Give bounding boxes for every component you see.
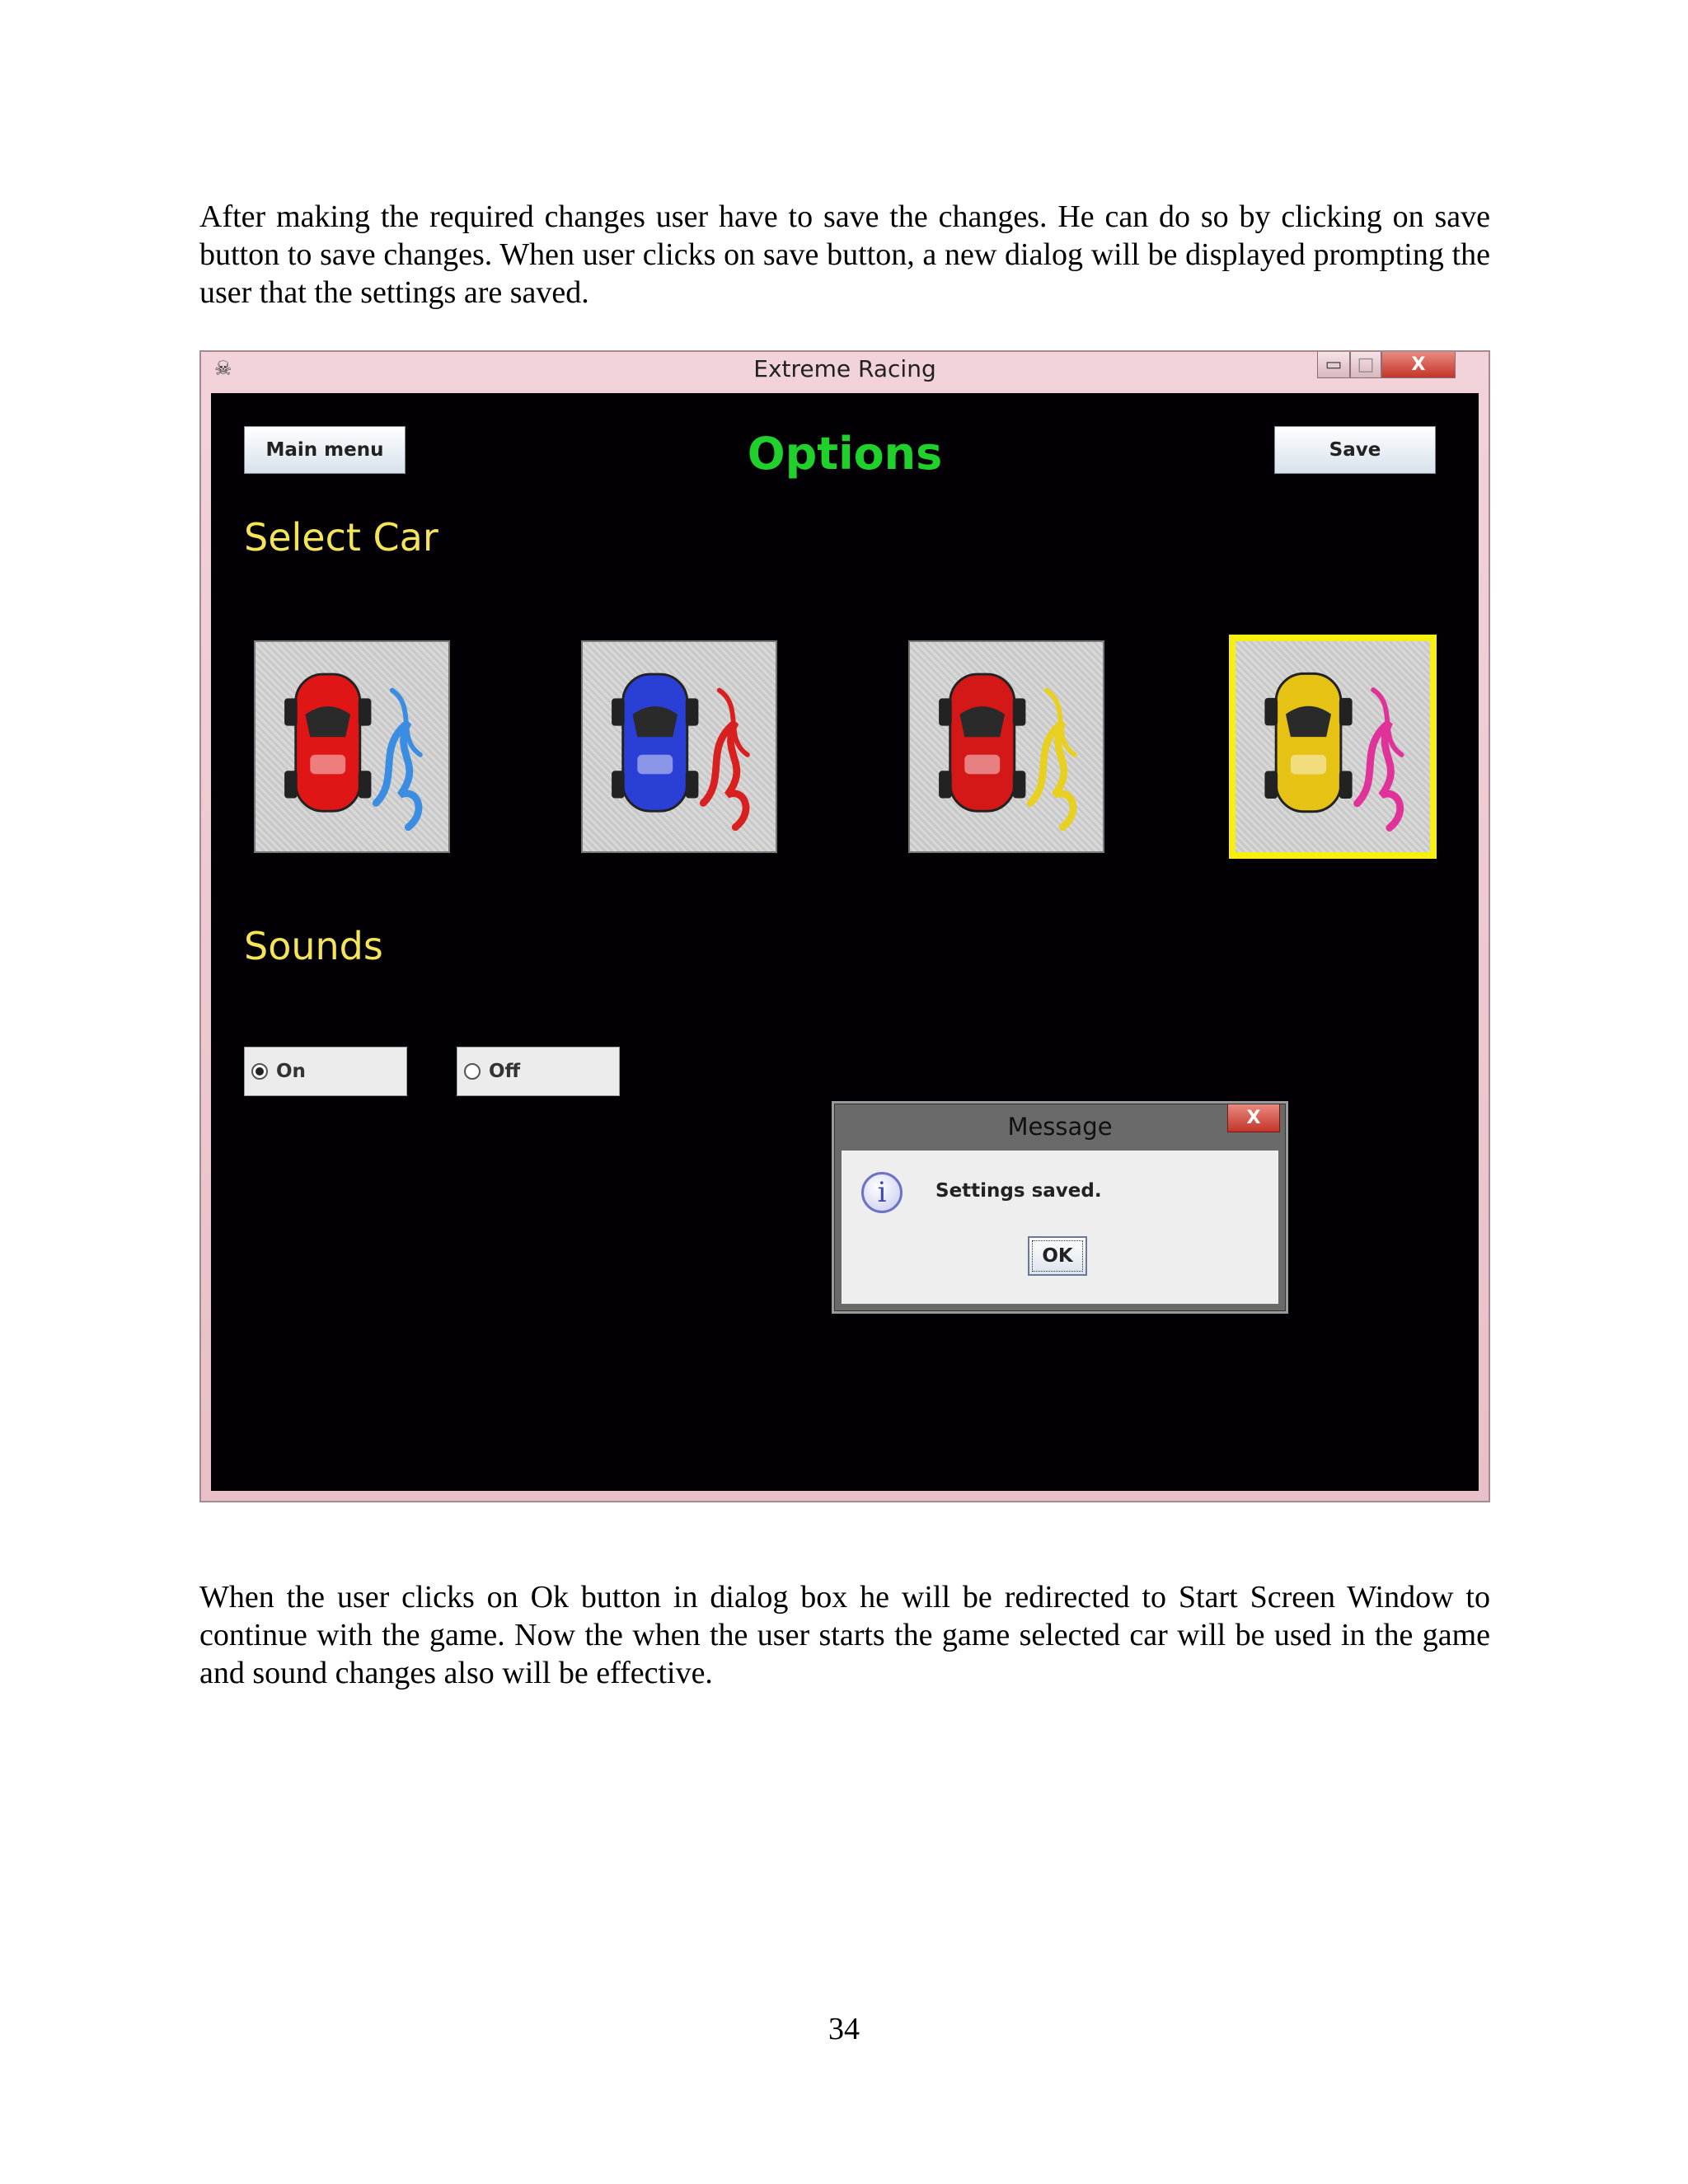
sounds-label: Sounds (244, 924, 383, 968)
sound-on-label: On (276, 1061, 306, 1082)
message-dialog (834, 1104, 1286, 1311)
minimize-button[interactable]: ▭ (1317, 352, 1350, 378)
main-menu-button[interactable]: Main menu (244, 426, 406, 474)
dialog-message: Settings saved. (935, 1180, 1102, 1202)
dialog-title: Message (1007, 1113, 1113, 1141)
followup-paragraph: When the user clicks on Ok button in dialog box he will be redirected to Start Screen Window to continue with the game. Now the when the user starts the game selected car will be used in the game and sound changes also will be effective. (199, 1580, 1490, 1690)
car-image (583, 642, 776, 851)
sound-off-label: Off (489, 1061, 521, 1082)
extreme-racing-window (199, 350, 1490, 1502)
sound-off-radio[interactable] (457, 1047, 620, 1096)
dialog-titlebar[interactable] (835, 1104, 1285, 1149)
options-screen (211, 393, 1479, 1491)
car-option-1[interactable] (254, 640, 450, 853)
car-option-3[interactable] (908, 640, 1104, 853)
app-icon: ☠ (214, 359, 232, 380)
car-image (256, 642, 448, 851)
ok-button[interactable]: OK (1028, 1236, 1087, 1276)
sound-on-radio[interactable] (244, 1047, 407, 1096)
car-option-2[interactable] (581, 640, 777, 853)
radio-indicator[interactable] (251, 1063, 268, 1080)
save-button[interactable]: Save (1274, 426, 1436, 474)
page-number: 34 (828, 2012, 860, 2046)
maximize-button[interactable]: □ (1350, 352, 1381, 378)
dialog-body (842, 1151, 1278, 1304)
car-image (910, 642, 1103, 851)
window-title: Extreme Racing (753, 355, 936, 382)
dialog-close-button[interactable]: X (1227, 1104, 1280, 1132)
car-option-4[interactable] (1229, 635, 1437, 859)
select-car-label: Select Car (244, 515, 438, 560)
window-titlebar[interactable] (201, 352, 1489, 393)
intro-paragraph: After making the required changes user have to save the changes. He can do so by clicking on save button to save changes. When user clicks on save button, a new dialog will be displayed prompting the user that the settings are saved. (199, 199, 1490, 310)
close-button[interactable]: X (1381, 352, 1456, 378)
options-title: Options (747, 428, 943, 480)
radio-indicator[interactable] (464, 1063, 481, 1080)
info-icon: i (861, 1172, 903, 1213)
car-image (1236, 641, 1430, 852)
